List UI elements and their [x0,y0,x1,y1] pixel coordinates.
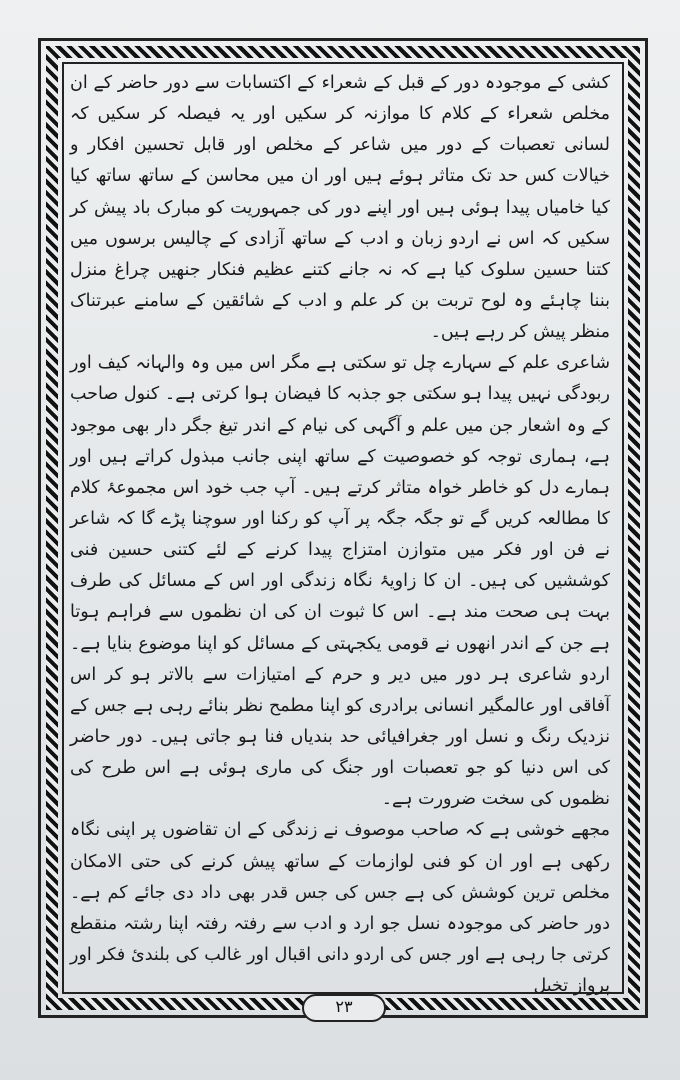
paragraph-3: مجھے خوشی ہے کہ صاحب موصوف نے زندگی کے ان تقاضوں پر اپنی نگاہ رکھی ہے اور ان کو فنی لوازمات کے ساتھ پیش کرنے کی حتی الامکان مخلص ترین کوشش کی ہے جس کی جس قدر بھی داد دی جائے کم ہے۔ دور حاضر کی موجودہ نسل جو ارد و ادب سے رفتہ رفتہ اپنا رشتہ منقطع کرتی جا رہی ہے اور جس کی اردو دانی اقبال اور غالب کی بلندیٔ فکر اور پرواز تخیل [70,820,610,997]
page-number: ۲۳ [302,994,386,1022]
paragraph-1: کشی کے موجودہ دور کے قبل کے شعراء کے اکتسابات سے دور حاضر کے ان مخلص شعراء کے کلام کا موازنہ کر سکیں اور یہ فیصلہ کر سکیں کہ لسانی تعصبات کے دور میں شاعر کے مخلص اور قابل تحسین افکار و خیالات کس حد تک متاثر ہوئے ہیں اور ان میں محاسن کے ساتھ ساتھ کیا کیا خامیاں پیدا ہوئی ہیں اور اپنے دور کی جمہوریت کو مبارک باد پیش کر سکیں کہ اس نے اردو زبان و ادب کے ساتھ آزادی کے چالیس برسوں میں کتنا حسین سلوک کیا ہے کہ نہ جانے کتنے عظیم فنکار جنھیں چراغ منزل بننا چاہئے وہ لوح تربت بن کر علم و ادب کے شائقین کے سامنے عبرتناک منظر پیش کر رہے ہیں۔ [70,73,610,343]
paragraph-2: شاعری علم کے سہارے چل تو سکتی ہے مگر اس میں وہ والہانہ کیف اور ربودگی نہیں پیدا ہو سکتی جو جذبہ کا فیضان ہوا کرتی ہے۔ کنول صاحب کے وہ اشعار جن میں علم و آگہی کی نیام کے اندر تیغ جگر دار بھی موجود ہے، ہماری توجہ کو خصوصیت کے ساتھ اپنی جانب مبذول کراتے ہیں اور ہمارے دل کو خاطر خواہ متاثر کرتے ہیں۔ آپ جب خود اس مجموعۂ کلام کا مطالعہ کریں گے تو جگہ جگہ پر آپ کو رکنا اور سوچنا پڑے گا کہ شاعر نے فن اور فکر میں متوازن امتزاج پیدا کرنے کے لئے کتنی حسین فنی کوششیں کی ہیں۔ ان کا زاویۂ نگاہ زندگی اور اس کے مسائل کی طرف بہت ہی صحت مند ہے۔ اس کا ثبوت ان کی ان نظموں سے فراہم ہوتا ہے جن کے اندر انھوں نے قومی یکجہتی کے مسائل کو اپنا موضوع بنایا ہے۔ اردو شاعری ہر دور میں دیر و حرم کے امتیازات سے بالاتر ہو کر اس آفاقی اور عالمگیر انسانی برادری کو اپنا مطمح نظر بنائے رہی ہے جس کے نزدیک رنگ و نسل اور جغرافیائی حد بندیاں فنا ہو جاتی ہیں۔ دور حاضر کی اس دنیا کو جو تعصبات اور جنگ کی ماری ہوئی ہے اس طرح کی نظموں کی سخت ضرورت ہے۔ [70,353,610,810]
body-text [70,68,610,997]
